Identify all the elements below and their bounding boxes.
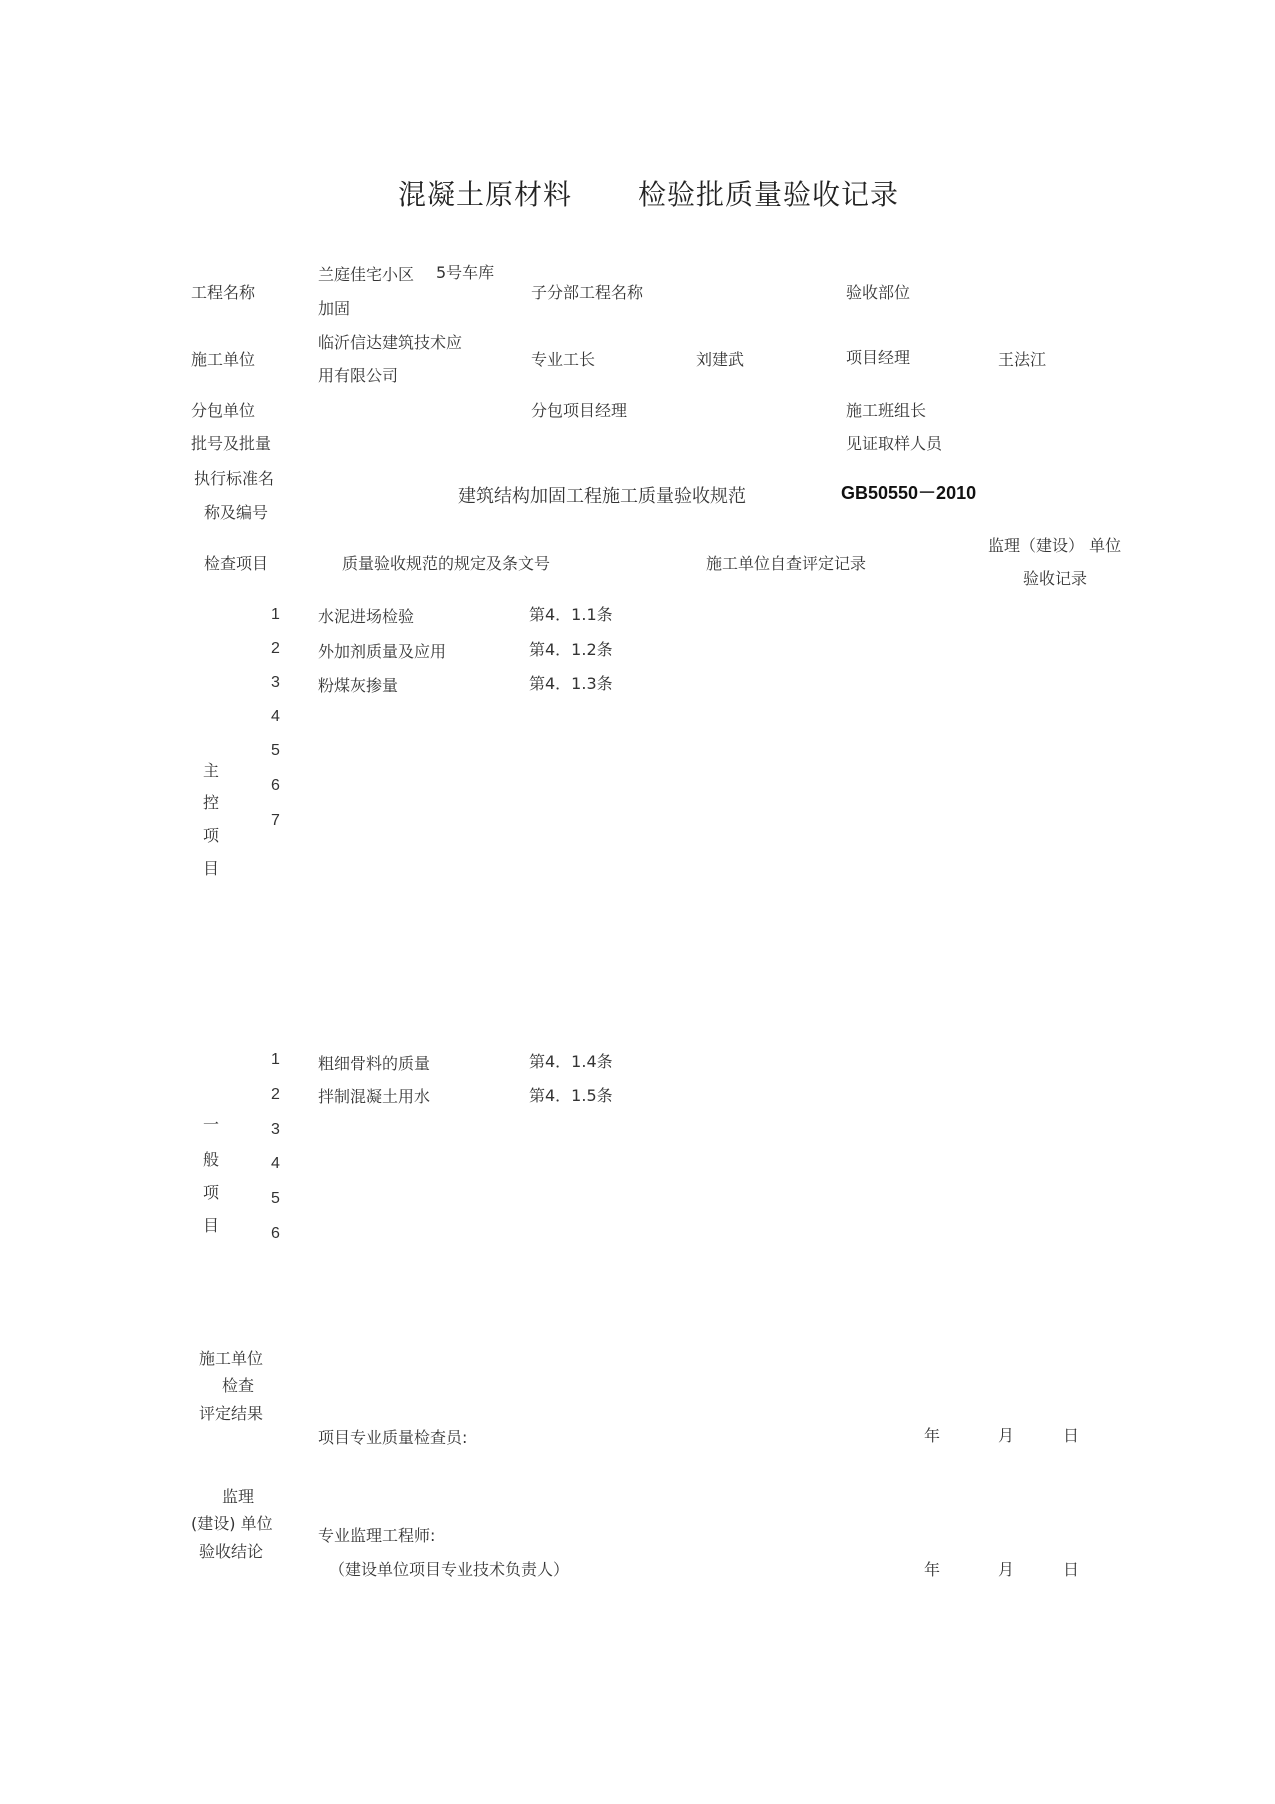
main-item-name: 外加剂质量及应用 xyxy=(318,642,447,661)
construction-unit-label: 施工单位 xyxy=(191,350,256,369)
main-control-char: 项 xyxy=(203,826,220,845)
general-item-clause: 第4．1.4条 xyxy=(529,1052,613,1071)
witness-label: 见证取样人员 xyxy=(846,434,943,453)
col-self-check: 施工单位自查评定记录 xyxy=(706,554,867,573)
supervision-engineer-label: 专业监理工程师: xyxy=(318,1526,436,1545)
construction-month: 月 xyxy=(998,1426,1015,1445)
standard-label-2: 称及编号 xyxy=(204,503,269,522)
supervision-month: 月 xyxy=(998,1560,1015,1579)
subcontractor-label: 分包单位 xyxy=(191,401,256,420)
supervision-year: 年 xyxy=(924,1560,941,1579)
standard-name: 建筑结构加固工程施工质量验收规范 xyxy=(458,486,746,507)
pm-value: 王法江 xyxy=(998,350,1047,369)
owner-representative-label: （建设单位项目专业技术负责人） xyxy=(329,1560,570,1579)
main-control-char: 目 xyxy=(203,859,220,878)
general-char: 般 xyxy=(203,1150,220,1169)
row-number: 1 xyxy=(271,1051,280,1068)
col-spec: 质量验收规范的规定及条文号 xyxy=(342,554,551,573)
main-item-clause: 第4．1.1条 xyxy=(529,605,613,624)
construction-unit-value: 临沂信达建筑技术应 xyxy=(318,333,463,352)
supervision-result-label-3: 验收结论 xyxy=(199,1542,264,1561)
main-control-char: 控 xyxy=(203,793,220,812)
standard-code: GB50550－2010 xyxy=(841,483,977,503)
row-number: 6 xyxy=(271,777,280,794)
construction-day: 日 xyxy=(1063,1426,1080,1445)
acceptance-part-label: 验收部位 xyxy=(846,283,911,302)
main-item-clause: 第4．1.2条 xyxy=(529,640,613,659)
main-item-name: 粉煤灰掺量 xyxy=(318,676,399,695)
general-item-name: 拌制混凝土用水 xyxy=(318,1087,431,1106)
project-name-value-b: 5号车库 xyxy=(436,263,495,282)
row-number: 6 xyxy=(271,1225,280,1242)
col-supervision-2: 验收记录 xyxy=(1023,569,1088,588)
batch-label: 批号及批量 xyxy=(191,434,272,453)
construction-result-label-3: 评定结果 xyxy=(199,1404,264,1423)
pm-label: 项目经理 xyxy=(846,348,911,367)
construction-unit-value-2: 用有限公司 xyxy=(318,366,399,385)
supervision-result-label-2: (建设) 单位 xyxy=(191,1514,273,1533)
page-title-part1: 混凝土原材料 xyxy=(398,178,573,211)
row-number: 5 xyxy=(271,1190,280,1207)
page-title-part2: 检验批质量验收记录 xyxy=(638,178,900,211)
row-number: 4 xyxy=(271,1155,280,1172)
row-number: 4 xyxy=(271,708,280,725)
foreman-label: 专业工长 xyxy=(531,350,596,369)
row-number: 5 xyxy=(271,742,280,759)
row-number: 2 xyxy=(271,640,280,657)
row-number: 2 xyxy=(271,1086,280,1103)
row-number: 1 xyxy=(271,606,280,623)
sub-pm-label: 分包项目经理 xyxy=(531,401,628,420)
row-number: 3 xyxy=(271,674,280,691)
general-char: 一 xyxy=(203,1115,220,1134)
general-item-name: 粗细骨料的质量 xyxy=(318,1054,431,1073)
col-supervision: 监理（建设） 单位 xyxy=(988,536,1122,555)
sub-project-label: 子分部工程名称 xyxy=(531,283,644,302)
row-number: 7 xyxy=(271,812,280,829)
general-item-clause: 第4．1.5条 xyxy=(529,1086,613,1105)
supervision-day: 日 xyxy=(1063,1560,1080,1579)
row-number: 3 xyxy=(271,1121,280,1138)
supervision-result-label: 监理 xyxy=(222,1487,255,1506)
main-item-clause: 第4．1.3条 xyxy=(529,674,613,693)
project-name-value-2: 加固 xyxy=(318,299,351,318)
quality-inspector-label: 项目专业质量检查员: xyxy=(318,1428,468,1447)
foreman-value: 刘建武 xyxy=(696,350,745,369)
main-item-name: 水泥进场检验 xyxy=(318,607,415,626)
project-name-label: 工程名称 xyxy=(191,283,256,302)
project-name-value: 兰庭佳宅小区 xyxy=(318,265,415,284)
construction-year: 年 xyxy=(924,1426,941,1445)
construction-result-label-2: 检查 xyxy=(222,1376,255,1395)
main-control-char: 主 xyxy=(203,761,220,780)
construction-result-label: 施工单位 xyxy=(199,1349,264,1368)
col-item: 检查项目 xyxy=(204,554,269,573)
general-char: 目 xyxy=(203,1216,220,1235)
standard-label: 执行标准名 xyxy=(194,469,275,488)
general-char: 项 xyxy=(203,1183,220,1202)
team-leader-label: 施工班组长 xyxy=(846,401,927,420)
